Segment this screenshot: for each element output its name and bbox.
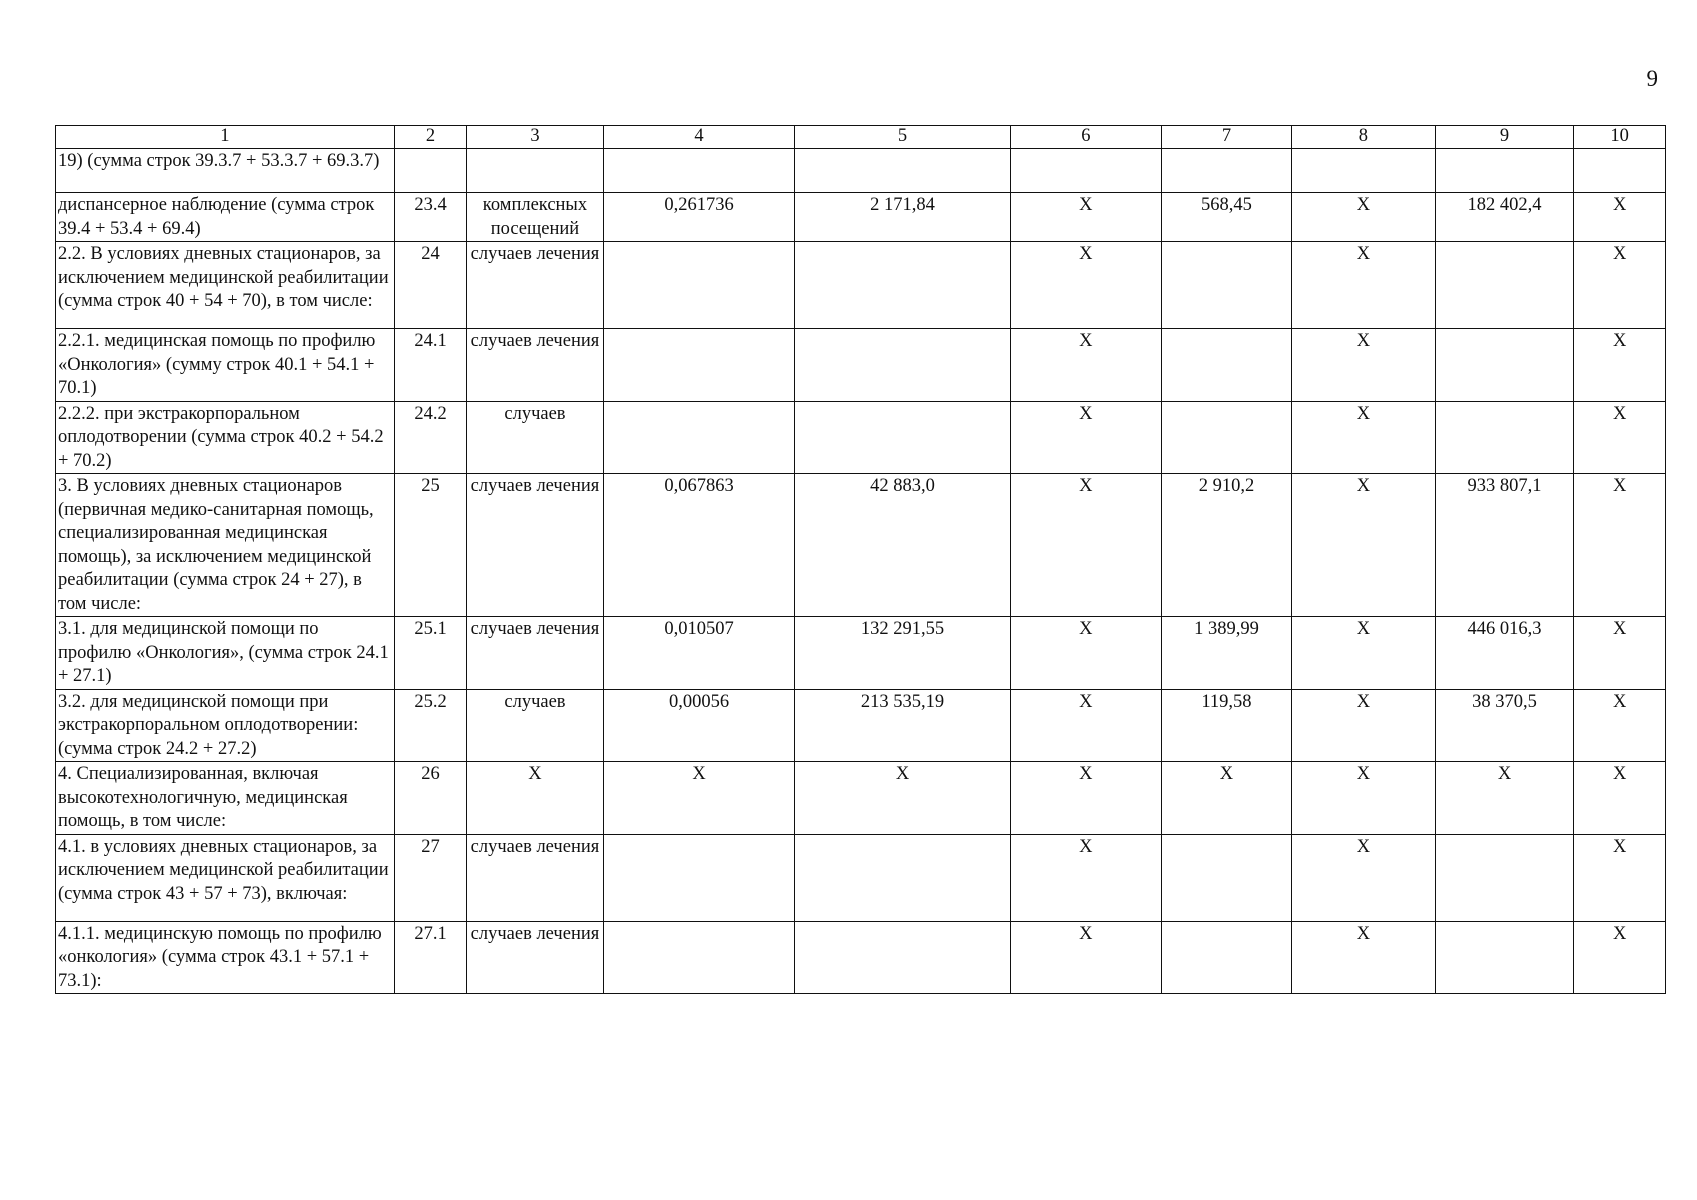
column-header: 1 [56, 126, 395, 149]
row-name-cell: 4.1.1. медицинскую помощь по профилю «онкология» (сумма строк 43.1 + 57.1 + 73.1): [56, 921, 395, 994]
value-cell-9: 446 016,3 [1435, 617, 1574, 690]
value-cell-7 [1161, 329, 1291, 402]
value-cell-9 [1435, 921, 1574, 994]
value-cell-4 [603, 921, 795, 994]
column-header: 9 [1435, 126, 1574, 149]
row-name-cell: 4.1. в условиях дневных стационаров, за исключением медицинской реабилитации (сумма строк 43 + 57 + 73), включая: [56, 834, 395, 921]
value-cell-6: X [1010, 921, 1161, 994]
row-unit-cell: случаев [467, 689, 603, 762]
value-cell-9 [1435, 149, 1574, 193]
row-code-cell [394, 149, 466, 193]
value-cell-10: X [1574, 329, 1666, 402]
value-cell-5: 2 171,84 [795, 193, 1010, 242]
value-cell-6: X [1010, 401, 1161, 474]
value-cell-4: 0,010507 [603, 617, 795, 690]
row-code-cell: 24.2 [394, 401, 466, 474]
table-row [56, 474, 1666, 617]
value-cell-10: X [1574, 474, 1666, 617]
value-cell-8: X [1291, 617, 1435, 690]
value-cell-4: 0,067863 [603, 474, 795, 617]
row-unit-cell [467, 149, 603, 193]
row-name-cell: 2.2.2. при экстракорпоральном оплодотворении (сумма строк 40.2 + 54.2 + 70.2) [56, 401, 395, 474]
row-code-cell: 25.2 [394, 689, 466, 762]
value-cell-10: X [1574, 762, 1666, 835]
table-row [56, 617, 1666, 690]
row-unit-cell: случаев [467, 401, 603, 474]
value-cell-8: X [1291, 193, 1435, 242]
column-number-row [56, 126, 1666, 149]
value-cell-4: 0,261736 [603, 193, 795, 242]
value-cell-7: 568,45 [1161, 193, 1291, 242]
column-header: 7 [1161, 126, 1291, 149]
value-cell-4: 0,00056 [603, 689, 795, 762]
row-unit-cell: комплексных посещений [467, 193, 603, 242]
table-row [56, 149, 1666, 193]
value-cell-10: X [1574, 401, 1666, 474]
row-unit-cell: случаев лечения [467, 474, 603, 617]
value-cell-5 [795, 329, 1010, 402]
value-cell-5: 213 535,19 [795, 689, 1010, 762]
row-unit-cell: случаев лечения [467, 329, 603, 402]
value-cell-6 [1010, 149, 1161, 193]
row-name-cell: 2.2.1. медицинская помощь по профилю «Онкология» (сумму строк 40.1 + 54.1 + 70.1) [56, 329, 395, 402]
row-code-cell: 25.1 [394, 617, 466, 690]
value-cell-8: X [1291, 921, 1435, 994]
value-cell-4: X [603, 762, 795, 835]
value-cell-6: X [1010, 474, 1161, 617]
value-cell-8 [1291, 149, 1435, 193]
value-cell-7 [1161, 242, 1291, 329]
value-cell-5 [795, 921, 1010, 994]
value-cell-7: 1 389,99 [1161, 617, 1291, 690]
value-cell-9: 38 370,5 [1435, 689, 1574, 762]
value-cell-8: X [1291, 762, 1435, 835]
value-cell-6: X [1010, 762, 1161, 835]
value-cell-4 [603, 834, 795, 921]
value-cell-5 [795, 401, 1010, 474]
value-cell-9: X [1435, 762, 1574, 835]
table-row [56, 193, 1666, 242]
page-number: 9 [1646, 66, 1658, 91]
row-code-cell: 26 [394, 762, 466, 835]
value-cell-9 [1435, 401, 1574, 474]
value-cell-8: X [1291, 474, 1435, 617]
value-cell-7: 2 910,2 [1161, 474, 1291, 617]
value-cell-5 [795, 149, 1010, 193]
value-cell-8: X [1291, 401, 1435, 474]
column-header: 10 [1574, 126, 1666, 149]
column-header: 8 [1291, 126, 1435, 149]
value-cell-6: X [1010, 242, 1161, 329]
value-cell-5: 42 883,0 [795, 474, 1010, 617]
value-cell-10: X [1574, 193, 1666, 242]
table-row [56, 834, 1666, 921]
value-cell-4 [603, 242, 795, 329]
value-cell-7 [1161, 921, 1291, 994]
value-cell-5 [795, 834, 1010, 921]
value-cell-7 [1161, 149, 1291, 193]
value-cell-10: X [1574, 617, 1666, 690]
table-row [56, 401, 1666, 474]
value-cell-5: 132 291,55 [795, 617, 1010, 690]
value-cell-4 [603, 401, 795, 474]
value-cell-6: X [1010, 689, 1161, 762]
table-row [56, 762, 1666, 835]
row-name-cell: 2.2. В условиях дневных стационаров, за исключением медицинской реабилитации (сумма строк 40 + 54 + 70), в том числе: [56, 242, 395, 329]
row-name-cell: 4. Специализированная, включая высокотехнологичную, медицинская помощь, в том числе: [56, 762, 395, 835]
value-cell-7 [1161, 834, 1291, 921]
value-cell-9: 182 402,4 [1435, 193, 1574, 242]
row-code-cell: 23.4 [394, 193, 466, 242]
table-row [56, 242, 1666, 329]
column-header: 6 [1010, 126, 1161, 149]
value-cell-6: X [1010, 329, 1161, 402]
row-name-cell: диспансерное наблюдение (сумма строк 39.4 + 53.4 + 69.4) [56, 193, 395, 242]
row-name-cell: 3.1. для медицинской помощи по профилю «Онкология», (сумма строк 24.1 + 27.1) [56, 617, 395, 690]
value-cell-7 [1161, 401, 1291, 474]
column-header: 2 [394, 126, 466, 149]
value-cell-10: X [1574, 242, 1666, 329]
row-name-cell: 3. В условиях дневных стационаров (первичная медико-санитарная помощь, специализированная медицинская помощь), за исключением медицинской реабилитации (сумма строк 24 + 27), в том числе: [56, 474, 395, 617]
value-cell-6: X [1010, 617, 1161, 690]
value-cell-4 [603, 149, 795, 193]
value-cell-8: X [1291, 242, 1435, 329]
table-row [56, 329, 1666, 402]
data-table [55, 125, 1666, 994]
row-name-cell: 19) (сумма строк 39.3.7 + 53.3.7 + 69.3.7) [56, 149, 395, 193]
value-cell-10: X [1574, 834, 1666, 921]
value-cell-8: X [1291, 689, 1435, 762]
value-cell-10 [1574, 149, 1666, 193]
column-header: 3 [467, 126, 603, 149]
value-cell-5 [795, 242, 1010, 329]
row-code-cell: 24.1 [394, 329, 466, 402]
row-code-cell: 27 [394, 834, 466, 921]
table-row [56, 921, 1666, 994]
value-cell-8: X [1291, 329, 1435, 402]
value-cell-9 [1435, 834, 1574, 921]
row-name-cell: 3.2. для медицинской помощи при экстракорпоральном оплодотворении: (сумма строк 24.2 + 27.2) [56, 689, 395, 762]
value-cell-10: X [1574, 689, 1666, 762]
table-row [56, 689, 1666, 762]
value-cell-6: X [1010, 193, 1161, 242]
row-unit-cell: случаев лечения [467, 921, 603, 994]
value-cell-7: X [1161, 762, 1291, 835]
value-cell-9 [1435, 242, 1574, 329]
value-cell-5: X [795, 762, 1010, 835]
value-cell-4 [603, 329, 795, 402]
value-cell-9 [1435, 329, 1574, 402]
row-unit-cell: случаев лечения [467, 617, 603, 690]
value-cell-6: X [1010, 834, 1161, 921]
column-header: 5 [795, 126, 1010, 149]
row-code-cell: 24 [394, 242, 466, 329]
row-unit-cell: случаев лечения [467, 834, 603, 921]
row-code-cell: 27.1 [394, 921, 466, 994]
value-cell-10: X [1574, 921, 1666, 994]
column-header: 4 [603, 126, 795, 149]
table-body [56, 149, 1666, 994]
row-unit-cell: случаев лечения [467, 242, 603, 329]
row-unit-cell: X [467, 762, 603, 835]
value-cell-9: 933 807,1 [1435, 474, 1574, 617]
value-cell-7: 119,58 [1161, 689, 1291, 762]
row-code-cell: 25 [394, 474, 466, 617]
value-cell-8: X [1291, 834, 1435, 921]
